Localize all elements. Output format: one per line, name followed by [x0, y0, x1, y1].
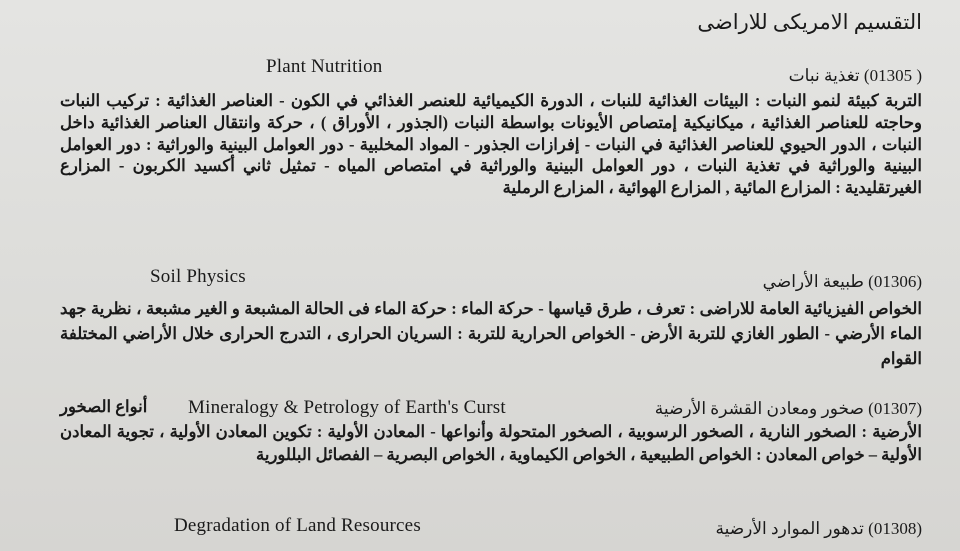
course-english-title: Plant Nutrition: [266, 56, 383, 77]
course-english-title: Mineralogy & Petrology of Earth's Curst: [188, 397, 506, 418]
course-plant-nutrition: [60, 54, 922, 199]
course-description: الخواص الفيزيائية العامة للاراضى : تعرف ، طرق قياسها - حركة الماء : حركة الماء فى الحالة المشبعة و الغير مشبعة ، نظرية جهد الماء الأرضي - الطور الغازي للتربة الأرض - الخواص الحرارية للتربة : السريان الحرارى ، التدرج الحرارى خلال الأراضي المختلفة القوام: [60, 299, 922, 368]
course-description: الأرضية : الصخور النارية ، الصخور الرسوبية ، الصخور المتحولة وأنواعها - المعادن الأولية : تكوين المعادن الأولية ، تجوية المعادن الأولية – خواص المعادن : الخواص الطبيعية ، الخواص الكيماوية ، الخواص البصرية – الفصائل البللورية: [60, 422, 922, 464]
course-english-title: Degradation of Land Resources: [174, 515, 421, 536]
course-mineralogy-petrology: [60, 395, 922, 466]
course-description-lead: أنواع الصخور: [60, 397, 148, 416]
course-description: التربة كبيئة لنمو النبات : البيئات الغذائية للنبات ، الدورة الكيميائية للعنصر الغذائي في الكون - العناصر الغذائية : تركيب النبات وحاجته للعناصر الغذائية ، ميكانيكية إمتصاص الأيونات بواسطة النبات (الجذور ، الأوراق ) ، حركة وانتقال العناصر الغذائية داخل النبات ، الدور الحيوي للعناصر الغذائية في النبات - إفرازات الجذور - المواد المخلبية - دور العوامل البينية والوراثية : دور العوامل البينية والوراثية في تغذية النبات ، دور العوامل البينية والوراثية في امتصاص المياه - تمثيل ثاني أكسيد الكربون - المزارع الغيرتقليدية : المزارع المائية , المزارع الهوائية ، المزارع الرملية: [60, 91, 923, 198]
course-land-degradation: [60, 515, 922, 541]
course-code-arabic: (01308) تدهور الموارد الأرضية: [715, 519, 922, 538]
course-code-arabic: ( 01305) تغذية نبات: [788, 66, 922, 85]
course-header: [60, 266, 922, 292]
course-code-arabic: (01307) صخور ومعادن القشرة الأرضية: [654, 399, 922, 418]
document-title: التقسيم الامريكى للاراضى: [697, 10, 922, 34]
course-header: [60, 54, 922, 85]
course-english-title: Soil Physics: [150, 266, 246, 287]
course-code-arabic: (01306) طبيعة الأراضي: [762, 272, 922, 291]
course-header: [60, 515, 922, 541]
course-header: [60, 395, 922, 419]
course-soil-physics: [60, 266, 922, 371]
